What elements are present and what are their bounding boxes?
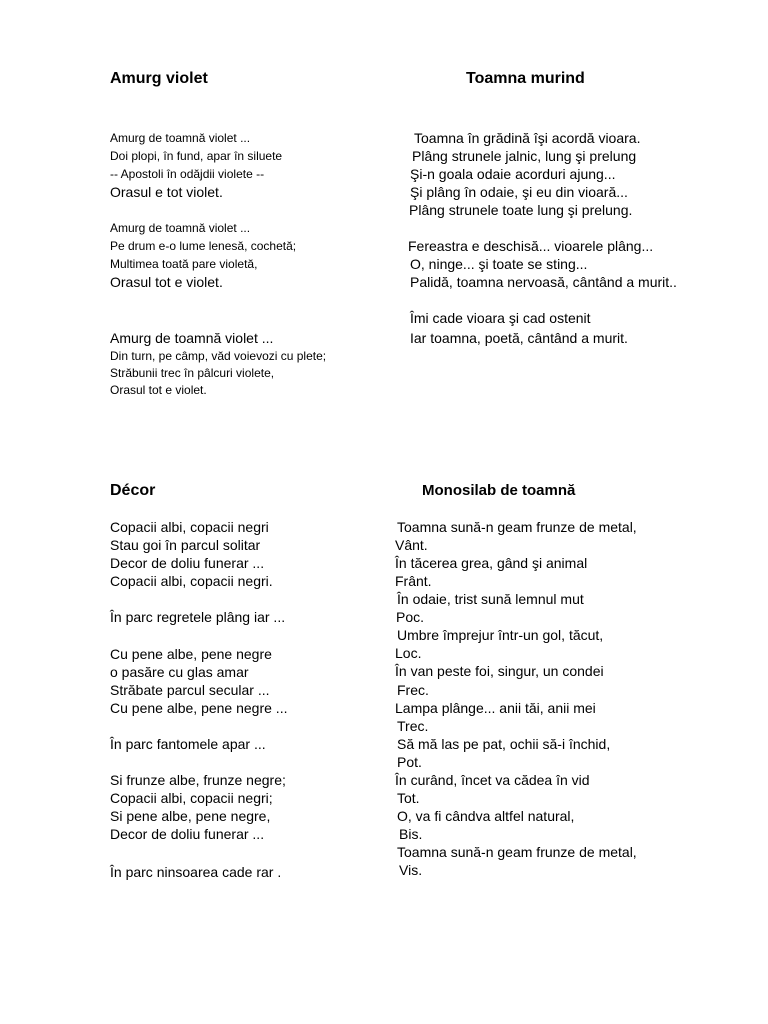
poem-line: O, ninge... şi toate se sting... [410, 256, 588, 272]
poem-line: Cu pene albe, pene negre ... [110, 700, 288, 716]
poem-line: Toamna în grădină îşi acordă vioara. [414, 130, 641, 146]
poem-line: Cu pene albe, pene negre [110, 646, 272, 662]
poem-line: Străbate parcul secular ... [110, 682, 270, 698]
poem-line: Orasul tot e violet. [110, 383, 207, 397]
poem-line: Toamna sună-n geam frunze de metal, [397, 519, 637, 535]
poem-line: În parc fantomele apar ... [110, 736, 266, 752]
poem-line: Frec. [397, 682, 429, 698]
poem-title-decor: Décor [110, 482, 156, 499]
poem-line: Copacii albi, copacii negri [110, 519, 269, 535]
poem-line: Si pene albe, pene negre, [110, 808, 271, 824]
poem-line: Pot. [397, 754, 422, 770]
poem-title-toamna-murind: Toamna murind [466, 70, 585, 87]
poem-line: Loc. [395, 645, 422, 661]
poem-line: Bis. [399, 826, 423, 842]
poem-line: În parc regretele plâng iar ... [110, 609, 286, 625]
poem-line: În curând, încet va cădea în vid [395, 772, 590, 788]
poem-line: Palidă, toamna nervoasă, cântând a murit.. [410, 274, 677, 290]
poem-line: Copacii albi, copacii negri; [110, 790, 273, 806]
poem-line: În odaie, trist sună lemnul mut [397, 591, 584, 607]
poem-line: Îmi cade vioara şi cad ostenit [410, 310, 591, 326]
poem-line: Trec. [397, 718, 429, 734]
poem-line: Umbre împrejur într-un gol, tăcut, [397, 627, 604, 643]
poem-line: Lampa plânge... anii tăi, anii mei [395, 700, 596, 716]
poem-line: În tăcerea grea, gând şi animal [395, 555, 588, 571]
poem-line: Decor de doliu funerar ... [110, 826, 265, 842]
poem-line: Si frunze albe, frunze negre; [110, 772, 286, 788]
poem-line: o pasăre cu glas amar [110, 664, 249, 680]
poem-line: Fereastra e deschisă... vioarele plâng... [408, 238, 654, 254]
poem-title-amurg-violet: Amurg violet [110, 70, 208, 87]
poem-line: Vânt. [395, 537, 428, 553]
poem-line: Amurg de toamnă violet ... [110, 330, 274, 346]
poem-line: Plâng strunele toate lung şi prelung. [409, 202, 633, 218]
poem-line: În van peste foi, singur, un condei [395, 663, 604, 679]
poem-line: Plâng strunele jalnic, lung şi prelung [412, 148, 637, 164]
poem-line: Multimea toată pare violetă, [110, 257, 258, 271]
poem-line: Vis. [399, 862, 423, 878]
poem-line: Amurg de toamnă violet ... [110, 221, 251, 235]
poem-line: Din turn, pe câmp, văd voievozi cu plete; [110, 349, 327, 363]
poem-line: Poc. [396, 609, 425, 625]
poem-line: Pe drum e-o lume lenesă, cochetă; [110, 239, 297, 253]
poem-line: Frânt. [395, 573, 432, 589]
poem-line: Toamna sună-n geam frunze de metal, [397, 844, 637, 860]
poem-line: Şi plâng în odaie, şi eu din vioară... [410, 184, 628, 200]
poem-line: Amurg de toamnă violet ... [110, 131, 251, 145]
poem-line: Copacii albi, copacii negri. [110, 573, 273, 589]
poem-line: Să mă las pe pat, ochii să-i închid, [397, 736, 611, 752]
poem-line: Tot. [397, 790, 420, 806]
poem-line: O, va fi cândva altfel natural, [397, 808, 575, 824]
poem-line: Doi plopi, în fund, apar în siluete [110, 149, 283, 163]
poem-line: Decor de doliu funerar ... [110, 555, 265, 571]
poem-line: În parc ninsoarea cade rar . [110, 864, 282, 880]
poem-line: Stau goi în parcul solitar [110, 537, 261, 553]
poem-line: Iar toamna, poetă, cântând a murit. [410, 330, 628, 346]
poem-line: Orasul e tot violet. [110, 184, 223, 200]
poem-title-monosilab-de-toamna: Monosilab de toamnă [422, 482, 576, 499]
poem-line: Orasul tot e violet. [110, 274, 223, 290]
poem-line: Străbunii trec în pâlcuri violete, [110, 366, 275, 380]
poem-line: -- Apostoli în odăjdii violete -- [110, 167, 265, 181]
poem-line: Şi-n goala odaie acorduri ajung... [410, 166, 616, 182]
